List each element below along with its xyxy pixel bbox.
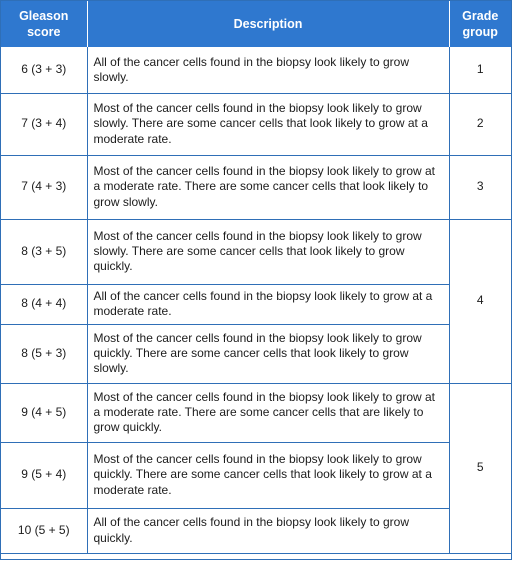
grade-group-cell: 1 [449,47,511,93]
description-cell: Most of the cancer cells found in the biopsy look likely to grow quickly. There are some cancer cells that look likely to grow at a moderate rate. [87,442,449,508]
gleason-score-cell: 7 (3 + 4) [1,93,87,155]
header-description: Description [87,1,449,47]
gleason-score-cell: 9 (4 + 5) [1,383,87,442]
table-row [1,324,511,383]
table-row [1,47,511,93]
gleason-score-cell: 9 (5 + 4) [1,442,87,508]
description-cell: Most of the cancer cells found in the biopsy look likely to grow at a moderate rate. There are some cancer cells that are likely to grow quickly. [87,383,449,442]
table-row [1,93,511,155]
header-grade-group: Grade group [449,1,511,47]
description-cell: All of the cancer cells found in the biopsy look likely to grow slowly. [87,47,449,93]
table-header-row [1,1,511,47]
description-cell: Most of the cancer cells found in the biopsy look likely to grow slowly. There are some cancer cells that look likely to grow quickly. [87,219,449,284]
gleason-grade-table [1,1,511,554]
table-row [1,442,511,508]
grade-group-cell: 3 [449,155,511,219]
grade-group-cell: 5 [449,383,511,553]
description-cell: All of the cancer cells found in the biopsy look likely to grow quickly. [87,508,449,553]
grade-group-cell: 4 [449,219,511,383]
description-cell: All of the cancer cells found in the biopsy look likely to grow at a moderate rate. [87,284,449,324]
description-cell: Most of the cancer cells found in the biopsy look likely to grow quickly. There are some cancer cells that look likely to grow slowly. [87,324,449,383]
gleason-score-cell: 8 (3 + 5) [1,219,87,284]
header-gleason-score: Gleason score [1,1,87,47]
table-row [1,284,511,324]
grade-group-cell: 2 [449,93,511,155]
table-row [1,508,511,553]
table-row [1,219,511,284]
table-row [1,155,511,219]
gleason-score-cell: 6 (3 + 3) [1,47,87,93]
gleason-score-cell: 8 (4 + 4) [1,284,87,324]
table-row [1,383,511,442]
description-cell: Most of the cancer cells found in the biopsy look likely to grow at a moderate rate. There are some cancer cells that look likely to grow slowly. [87,155,449,219]
gleason-score-cell: 8 (5 + 3) [1,324,87,383]
gleason-score-cell: 10 (5 + 5) [1,508,87,553]
gleason-score-cell: 7 (4 + 3) [1,155,87,219]
description-cell: Most of the cancer cells found in the biopsy look likely to grow slowly. There are some cancer cells that look likely to grow at a moderate rate. [87,93,449,155]
